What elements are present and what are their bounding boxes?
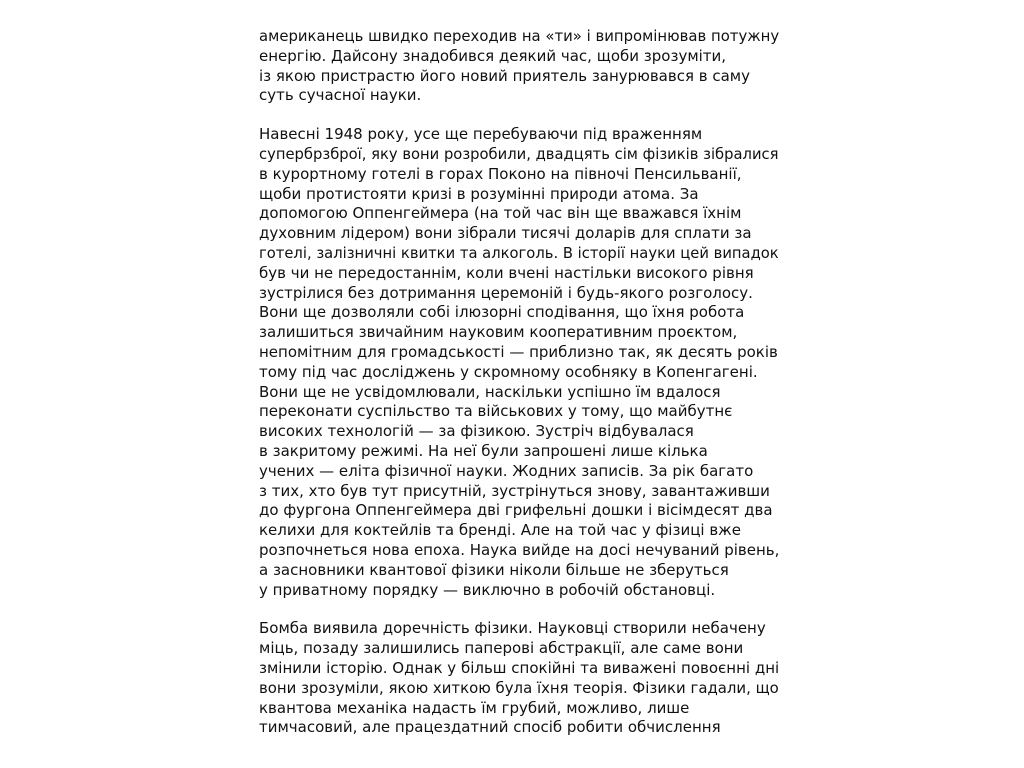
document-page <box>259 27 779 757</box>
paragraph-1 <box>259 27 779 106</box>
text-line: супербрзброї, яку вони розробили, двадцять сім фізиків зібралися <box>259 144 779 163</box>
text-line: тимчасовий, але працездатний спосіб робити обчислення <box>259 718 721 737</box>
text-line: непомітним для громадськості — приблизно так, як десять років <box>259 342 778 361</box>
text-line: міць, позаду залишились паперові абстракції, але саме вони <box>259 639 744 658</box>
text-line: тому під час досліджень у скромному особняку в Копенгагені. <box>259 362 758 381</box>
text-line: Вони ще не усвідомлювали, наскільки успішно їм вдалося <box>259 382 721 401</box>
text-line: з тих, хто був тут присутній, зустрінуться знову, завантаживши <box>259 481 770 500</box>
text-line: готелі, залізничні квитки та алкоголь. В історії науки цей випадок <box>259 243 779 262</box>
text-line: до фургона Оппенгеймера дві грифельні дошки і вісімдесят два <box>259 501 773 520</box>
text-line: духовним лідером) вони зібрали тисячі доларів для сплати за <box>259 224 752 243</box>
text-line: високих технологій — за фізикою. Зустріч відбувалася <box>259 422 694 441</box>
text-line: суть сучасної науки. <box>259 86 422 105</box>
text-line: учених — еліта фізичної науки. Жодних записів. За рік багато <box>259 461 754 480</box>
text-line: залишиться звичайним науковим кооперативним проєктом, <box>259 323 738 342</box>
text-line: був чи не передостаннім, коли вчені настільки високого рівня <box>259 263 754 282</box>
text-line: в курортному готелі в горах Поконо на півночі Пенсильванії, <box>259 164 742 183</box>
paragraph-2 <box>259 125 779 600</box>
text-line: американець швидко переходив на «ти» і випромінював потужну <box>259 27 780 45</box>
text-line: допомогою Оппенгеймера (на той час він ще вважався їхнім <box>259 204 742 223</box>
text-line: в закритому режимі. На неї були запрошені лише кілька <box>259 441 708 460</box>
text-line: змінили історію. Однак у більш спокійні та виважені повоєнні дні <box>259 658 780 677</box>
text-line: щоби протистояти кризі в розумінні природи атома. За <box>259 184 699 203</box>
text-line: квантова механіка надасть їм грубий, можливо, лише <box>259 698 690 717</box>
text-line: Навесні 1948 року, усе ще перебуваючи під враженням <box>259 125 703 144</box>
text-line: зустрілися без дотримання церемоній і будь-якого розголосу. <box>259 283 753 302</box>
text-line: розпочнеться нова епоха. Наука вийде на досі нечуваний рівень, <box>259 540 780 559</box>
text-line: енергію. Дайсону знадобився деякий час, щоби зрозуміти, <box>259 46 727 65</box>
text-line: Бомба виявила доречність фізики. Науковці створили небачену <box>259 619 766 638</box>
paragraph-3 <box>259 619 779 738</box>
text-line: келихи для коктейлів та бренді. Але на той час у фізиці вже <box>259 521 741 540</box>
text-line: у приватному порядку — виключно в робочій обстановці. <box>259 580 716 599</box>
text-line: вони зрозуміли, якою хиткою була їхня теорія. Фізики гадали, що <box>259 678 779 697</box>
text-line: із якою пристрастю його новий приятель занурювався в саму <box>259 66 750 85</box>
text-line: Вони ще дозволяли собі ілюзорні сподівання, що їхня робота <box>259 303 745 322</box>
text-line: переконати суспільство та військових у тому, що майбутнє <box>259 402 733 421</box>
text-line: а засновники квантової фізики ніколи більше не зберуться <box>259 560 729 579</box>
